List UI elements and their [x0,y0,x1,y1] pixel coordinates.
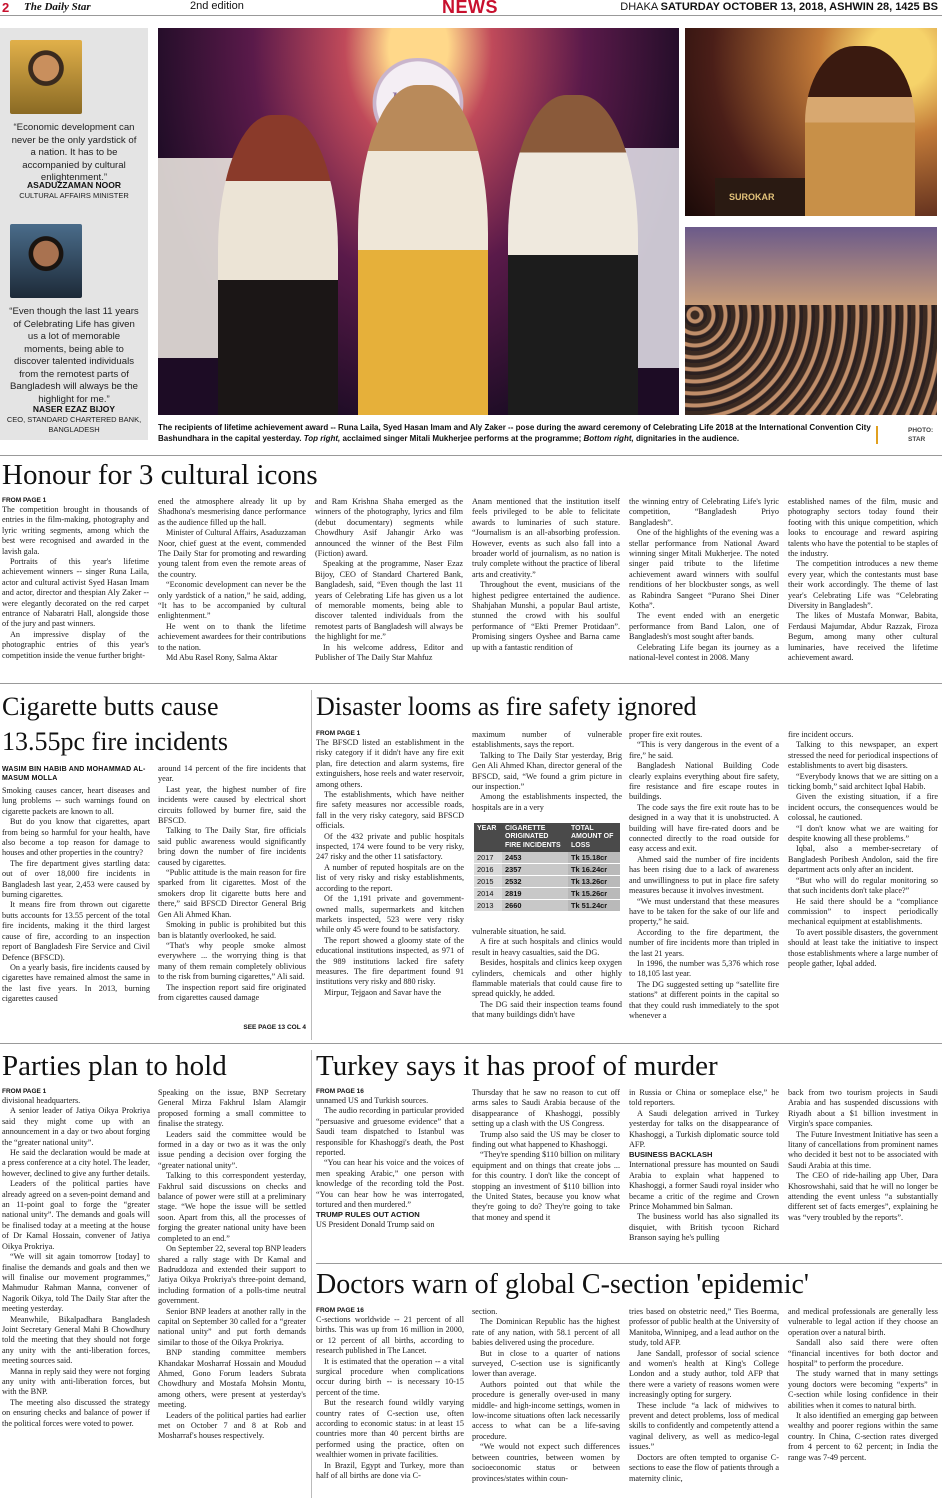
story1-column-3: and Ram Krishna Shaha emerged as the winners of the photography, lyrics and film (debut documentary) segments while Chowdhury Asif Jahangir Arko was announced the winner of the Best Film (Fiction) award. Speaking at the programme, Naser Ezaz Bijoy, CEO of Standard Chartered Bank, Bangladesh, said, “Even though the last 11 years of Celebrating Life has given us a lot of memorable moments, being able to discover talented individuals from the remotest parts of Bangladesh will always be the highlight for me.” In his welcome address, Editor and Publisher of The Daily Star Mahfuz [315,497,463,663]
incidents-cell: 2532 [502,876,568,888]
year-cell: 2015 [474,876,502,888]
podium-text: SUROKAR [729,192,775,202]
incidents-cell: 2453 [502,852,568,864]
figure-singer [805,46,915,216]
quote-name: ASADUZZAMAN NOOR [27,180,121,190]
year-cell: 2014 [474,888,502,900]
incidents-cell: 2819 [502,888,568,900]
headline-cigarette-butts: Cigarette butts cause 13.55pc fire incidents [2,692,228,756]
story3-column-2-top: maximum number of vulnerable establishments, says the report. Talking to The Daily Star yesterday, Brig Gen Ali Ahmed Khan, director general of the BFSCD, said, “We found a grim picture in our inspection.” Among the establishments inspected, the hospitals are in a very [472,730,622,812]
subhead-trump-rules-out-action: TRUMP RULES OUT ACTION [316,1210,420,1220]
story3-column-2-bottom: vulnerable situation, he said. A fire at such hospitals and clinics would result in heavy casualties, said the DG. Besides, hospitals and clinics keep oxygen cylinders, chemicals and other highly flammable materials that could cause fire to spread quickly, he added. The DG said their inspection teams found that many buildings didn't have [472,927,622,1020]
story6-column-3: tries based on obstetric need,” Ties Boerma, professor of public health at the University of Manitoba, Winnipeg, and a lead author on the study, told AFP. Jane Sandall, professor of social science and women's health at King's College London and a study author, told AFP that there were a variety of reasons women were increasingly opting for surgery. These include “a lack of midwives to prevent and detect problems, loss of medical skills to confidently and competently attend a vaginal delivery, as well as medico-legal issues.” Doctors are often tempted to organise C-sections to ease the flow of patients through a maternity clinic, [629,1307,779,1483]
story5-column-1: unnamed US and Turkish sources. The audio recording in particular provided “persuasive and gruesome evidence” that a Saudi team dispatched to Istanbul was responsible for Khashoggi's death, the Post reported. “You can hear his voice and the voices of men speaking Arabic,” one person with knowledge of the recording told the Post. “You can hear how he was interrogated, tortured and then murdered.” TRUMP RULES OUT ACTION US President Donald Trump said on [316,1096,464,1230]
column-rule [311,1050,312,1498]
column-header-incidents: CIGARETTE ORIGINATED FIRE INCIDENTS [502,823,568,852]
quote-text: “Even though the last 11 years of Celebrating Life has given us a lot of memorable moments, being able to discover talented individuals from the remotest parts of Bangladesh will always be the highlight for me.” [9,306,139,405]
figure-runa-laila [218,115,338,415]
incidents-cell: 2660 [502,900,568,912]
story5-column-2: Thursday that he saw no reason to cut off arms sales to Saudi Arabia because of the disappearance of Khashoggi, possibly setting up a clash with the US Congress. Trump also said the US may be closer to finding out what happened to Khashoggi. “They're spending $110 billion on military equipment and on things that create jobs ... for this country. I don't like the concept of stopping an investment of $110 billion into the United States, because you know what they're going to do? They're going to take that money and spend it [472,1088,620,1222]
story6-column-4: and medical professionals are generally less vulnerable to legal action if they choose an operation over a natural birth. Sandall also said there were often “financial incentives for both doctor and hospital” to perform the procedure. The study warned that in many settings young doctors were becoming “experts” in C-section while losing confidence in their abilities when it comes to natural birth. It also identified an emerging gap between wealthy and poorer regions within the same country. In China, C-section rates diverged from 4 percent to 62 percent; in India the range was 7-49 percent. [788,1307,938,1462]
jump-line: SEE PAGE 13 COL 4 [243,1024,306,1031]
photo-credit: PHOTO: STAR [908,427,934,443]
page-header [0,0,942,16]
year-cell: 2017 [474,852,502,864]
kicker: FROM PAGE 1 [316,730,361,737]
caption-marker [876,426,878,444]
loss-cell: Tk 16.24cr [568,864,620,876]
incidents-cell: 2357 [502,864,568,876]
story1-column-6: established names of the film, music and photography sectors today found their footing with this unique competition, which looks to encourage and reward aspiring talents who have the potential to be staples of the industry. The competition introduces a new theme every year, which the contestants must base their work accordingly. The theme of last year's Celebrating Life was “Celebrating Diversity in Bangladesh”. The likes of Mustafa Monwar, Babita, Ferdausi Majumdar, Abdur Razzak, Firoza Begum, among many other cultural luminaries, have received the lifetime achievement award. [788,497,938,663]
quote-role: CEO, STANDARD CHARTERED BANK, BANGLADESH [6,415,142,434]
kicker: FROM PAGE 16 [316,1088,364,1095]
figure-syed-hasan-imam [358,85,488,415]
column-header-loss: TOTAL AMOUNT OF LOSS [568,823,620,852]
dateline: DHAKA SATURDAY OCTOBER 13, 2018, ASHWIN 28, 1425 BS [620,1,938,13]
page-number: 2 [2,0,10,15]
loss-cell: Tk 13.26cr [568,876,620,888]
headline-parties-plan: Parties plan to hold [2,1050,227,1082]
figure-aly-zaker [508,95,638,415]
divider [0,455,942,456]
award-ceremony-photo [158,28,679,415]
story1-column-1: The competition brought in thousands of entries in the film-making, photography and lyric writing segments, among which the best were recognised and awarded in the lavish gala. Portraits of this year's lifetime achievement winners -- singer Runa Laila, actor and cultural activist Syed Hasan Imam and actor, director and thespian Aly Zaker -- were elegantly decorated on the red carpet entrance of Nabaratri Hall, alongside those of the jury and past winners. An impressive display of the photographic entries of this year's competition inside the venue further bright- [2,505,149,660]
newspaper-name: The Daily Star [24,1,91,13]
table-row [474,888,620,900]
loss-cell: Tk 51.24cr [568,900,620,912]
story1-column-4: Anam mentioned that the institution itself feels privileged to be able to felicitate awards to luminaries of such stature. “Journalism is an all-absorbing profession. However, events as such also fall into a broader world of journalism, as no nation is truly complete without the practice of liberal arts and creativity.” Throughout the event, musicians of the highest pedigree entertained the audience. Shahjahan Munshi, a popular Baul artiste, stunned the crowd with his soulful performance of “Ekti Premer Protidaan”. Promising singers Oyshee and Barna came up with a fantastic rendition of [472,497,620,652]
headline-cultural-icons: Honour for 3 cultural icons [2,459,318,491]
table-header-row [474,823,620,852]
table-row [474,900,620,912]
story1-column-5: the winning entry of Celebrating Life's lyric competition, “Bangladesh Priyo Bangladesh”. One of the highlights of the evening was a stellar performance from National Award winning singer Mitali Mukherjee. The noted singer paid tribute to the lifetime achievement award winners with soulful renditions of her blockbuster songs, as well as Rabindra Sangeet “Purano Shei Diner Kotha”. The event ended with an energetic performance from Band Lalon, one of Bangladesh's most sought after bands. Celebrating Life began its journey as a national-level contest in 2008. Many [629,497,779,663]
story5-column-4: back from two tourism projects in Saudi Arabia and has suspended discussions with Riyadh about a $1 billion investment in Virgin's space companies. The Future Investment Initiative has seen a litany of cancellations from prominent names who decided it best not to be associated with Saudi Arabia at this time. The CEO of ride-hailing app Uber, Dara Khosrowshahi, said that he will no longer be attending the event unless “a substantially different set of facts emerges”, explaining he was “very troubled by the reports”. [788,1088,938,1222]
subhead-business-backlash: BUSINESS BACKLASH [629,1150,713,1160]
section-title: NEWS [442,0,498,17]
year-cell: 2013 [474,900,502,912]
story3-column-3: proper fire exit routes. “This is very dangerous in the event of a fire,” he said. Bangladesh National Building Code clearly explains everything about fire safety, fire resistance and fire escape routes in buildings. The code says the fire exit route has to be designed in a way that it is unobstructed. A building will have fire-rated doors and be connected directly to the road outside for easy access and exit. Ahmed said the number of fire incidents has been rising due to a lack of awareness and unwillingness to put in place fire safety measures because it involves investment. “We must understand that these measures have to be taken for the sake of our life and property,” he said. According to the fire department, the number of fire incidents more than tripled in the last 21 years. In 1996, the number was 5,376 which rose to 18,105 last year. The DG suggested setting up “satellite fire stations” at different points in the capital so that they could rush immediately to the spot whenever a [629,730,779,1020]
headline-c-section: Doctors warn of global C-section 'epidemic' [316,1269,809,1300]
portrait-naser-ezaz-bijoy [10,224,82,298]
table-row [474,852,620,864]
story4-column-1: divisional headquarters. A senior leader of Jatiya Oikya Prokriya said they might come up with an announcement in a day or two about forging the “greater national unity”. He said the declaration would be made at a press conference at a city hotel. The leader, however, declined to give any further details. Leaders of the political parties have already agreed on a seven-point demand and an 11-point goal to forge the “greater national unity”. The demands and goals will be finalised today at a meeting at the house of Dr Kamal Hossain, convener of Jatiya Oikya Prokriya. “We will sit again tomorrow [today] to finalise the demands and goals and then we will finalise our movement programmes,” Mahmudur Rahman Manna, convener of Nagorik Oikya, told The Daily Star after the meeting yesterday. Meanwhile, Bikalpadhara Bangladesh Joint Secretary General Mahi B Chowdhury told the meeting that they should not forge any unity with the anti-liberation forces, meeting sources said. Manna in reply said they were not forging any unity with anti-liberation forces, but with the BNP. The meeting also discussed the strategy on ensuring checks and balance of power if the political forces were voted to power. [2,1096,150,1428]
quote-text: “Economic development can never be the only yardstick of a nation. It has to be accompanied by cultural enlightenment.” [11,122,137,183]
divider [0,1043,942,1044]
story1-column-2: ened the atmosphere already lit up by Shadhona's mesmerising dance performance as the audience filled up the hall. Minister of Cultural Affairs, Asaduzzaman Noor, chief guest at the event, commended The Daily Star for promoting and rewarding young talent from even the remote areas of the country. “Economic development can never be the only yardstick of a nation,” he said, adding, “It has to be accompanied by cultural enlightenment.” He went on to thank the lifetime achievement awardees for their contributions to the nation. Md Abu Rasel Rony, Salma Aktar [158,497,306,663]
byline: WASIM BIN HABIB AND MOHAMMAD AL- MASUM MOLLA [2,766,146,782]
headline-turkey-proof: Turkey says it has proof of murder [316,1050,718,1082]
loss-cell: Tk 15.18cr [568,852,620,864]
loss-cell: Tk 15.26cr [568,888,620,900]
column-header-year: YEAR [474,823,502,852]
kicker: FROM PAGE 1 [2,1088,47,1095]
story6-column-1: C-sections worldwide -- 21 percent of all births. This was up from 16 million in 2000, or 12 percent of all births, according to research published in The Lancet. It is estimated that the operation -- a vital surgical procedure when complications occur during birth -- is necessary 10-15 percent of the time. But the research found wildly varying country rates of C-section use, often according to economic status: in at least 15 countries more than 40 percent births are performed using the practice, often on wealthier women in private facilities. In Brazil, Egypt and Turkey, more than half of all births are done via C- [316,1315,464,1481]
story2-column-1: Smoking causes cancer, heart diseases and lung problems -- such warnings found on cigarette packets are known to all. But do you know that cigarettes, apart from being so harmful for your health, have also become a top reason for damage to houses and other properties in the country? The fire department gives startling data: out of over 18,000 fire incidents in Bangladesh last year, 2,453 were caused by burning cigarettes. It means fire from thrown out cigarette butts accounts for 13.55 percent of the total fire incidents, making it the third largest cause of fire, according to an inspection report of Bangladesh Fire Service and Civil Defence (BFSCD). On a yearly basis, fire incidents caused by cigarettes have remained almost the same in the last five years. In 2013, burning cigarettes caused [2,786,150,1004]
quote-name: NASER EZAZ BIJOY [32,404,116,414]
story6-column-2: section. The Dominican Republic has the highest rate of any nation, with 58.1 percent of all babies delivered using the procedure. But in close to a quarter of nations surveyed, C-section use is significantly lower than average. Authors pointed out that while the procedure is generally over-used in many middle- and high-income settings, women in low-income situations often lack necessarily access to what can be a life-saving procedure. “We would not expect such differences between countries, between women by socioeconomic status or between provinces/states within coun- [472,1307,620,1483]
fire-incidents-table [474,823,620,912]
headline-fire-safety: Disaster looms as fire safety ignored [316,692,697,721]
kicker: FROM PAGE 16 [316,1307,364,1314]
audience-photo [685,227,937,415]
divider [0,683,942,684]
singer-performance-photo [685,28,937,216]
story3-column-4: fire incident occurs. Talking to this newspaper, an expert stressed the need for periodical inspections of establishments to avert big disasters. “Everybody knows that we are sitting on a ticking bomb,” said architect Iqbal Habib. Given the existing situation, if a fire incident occurs, the consequences would be colossal, he cautioned. “I don't know what we are waiting for despite knowing all these problems.” Iqbal, also a member-secretary of Bangladesh Poribesh Andolon, said the fire department acts only after an incident. “But who will do regular monitoring so that such incidents don't take place?” He said there should be a “compliance commission” to inspect periodically mechanical equipment at establishments. To avert possible disasters, the government should at least take the initiative to inspect those establishments where a large number of people gather, Iqbal added. [788,730,938,968]
divider [316,1263,942,1264]
column-rule [311,690,312,1040]
kicker: FROM PAGE 1 [2,497,47,504]
story5-column-3: in Russia or China or someplace else,” he told reporters. A Saudi delegation arrived in Turkey yesterday for talks on the disappearance of Khashoggi, a Turkish diplomatic source told AFP. BUSINESS BACKLASH International pressure has mounted on Saudi Arabia to explain what happened to Khashoggi, a former Saudi royal insider who became a critic of the regime and Crown Prince Mohammed bin Salman. The business world has also signalled its disquiet, with British tycoon Richard Branson saying he's pulling [629,1088,779,1243]
story2-column-2: around 14 percent of the fire incidents that year. Last year, the highest number of fire incidents were caused by electrical short circuits followed by burner fire, said the BFSCD. Talking to The Daily Star, fire officials said public awareness would significantly bring down the number of fire incidents caused by cigarettes. “Public attitude is the main reason for fire sparked from lit cigarettes. Most of the smokers drop lit cigarette butts here and there,” said BFSCD Director General Brig Gen Ali Ahmed Khan. Smoking in public is prohibited but this ban is blatantly overlooked, he said. “That's why people smoke almost everywhere ... the worrying thing is that many of them remain completely oblivious to the risk from burning cigarettes,” Ali said. The inspection report said fire originated from cigarettes caused damage [158,764,306,1002]
year-cell: 2016 [474,864,502,876]
audience-crowd [685,305,937,415]
photo-caption: The recipients of lifetime achievement award -- Runa Laila, Syed Hasan Imam and Aly Zaker -- pose during the award ceremony of Celebrating Life 2018 at the International Convention City Bashundhara in the capital yesterday. Top right, acclaimed singer Mitali Mukherjee performs at the programme; Bottom right, dignitaries in the audience. [158,423,871,443]
quote-sidebar [0,28,148,440]
table-row [474,876,620,888]
story4-column-2: Speaking on the issue, BNP Secretary General Mirza Fakhrul Islam Alamgir proposed forming a small committee to finalise the strategy. Leaders said the committee would be formed in a day or two as it was the only issue pending a decision over forging the “greater national unity”. Talking to this correspondent yesterday, Fakhrul said discussions on checks and balance of power were still at a preliminary stage. “We hope the issue will be settled soon. Apart from this, all the processes of forging the greater national unity have been completed to an end.” On September 22, several top BNP leaders shared a rally stage with Dr Kamal and Badruddoza and extended their support to Jatiya Oikya Prokriya's three-point demand, including formation of a polls-time neutral government. Senior BNP leaders at another rally in the capital on September 30 called for a “greater national unity” and put forth demands similar to those of the Oikya Prokriya. BNP standing committee members Khandakar Mosharraf Hossain and Moudud Ahmed, Gono Forum leaders Subrata Chowdhury and Mostafa Mohsin Montu, among others, were present at yesterday's meeting. Leaders of the political parties had earlier met on October 7 and 8 at Rob and Mosharraf's houses respectively. [158,1088,306,1441]
table-row [474,864,620,876]
portrait-asaduzzaman-noor [10,40,82,114]
quote-role: CULTURAL AFFAIRS MINISTER [19,191,129,200]
story3-column-1: The BFSCD listed an establishment in the risky category if it didn't have any fire exit plan, fire detection and alarm systems, fire extinguishers, hose reels and water reservoir, among others. The establishments, which have neither fire safety measures nor accessible roads, fall in the very risky category, said BFSCD officials. Of the 432 private and public hospitals inspected, 174 were found to be very risky, 247 risky and the other 11 satisfactory. A number of reputed hospitals are on the list of very risky and risky establishments, according to the report. Of the 1,191 private and government-owned malls, supermarkets and kitchen markets inspected, 523 were very risky while only 45 were found to be satisfactory. The report showed a gloomy state of the educational institutions inspected, as 971 of the 989 institutions lacked fire safety measures. The fire department found 91 institutions very risky and 880 risky. Mirpur, Tejgaon and Savar have the [316,738,464,997]
edition-label: 2nd edition [190,0,244,12]
